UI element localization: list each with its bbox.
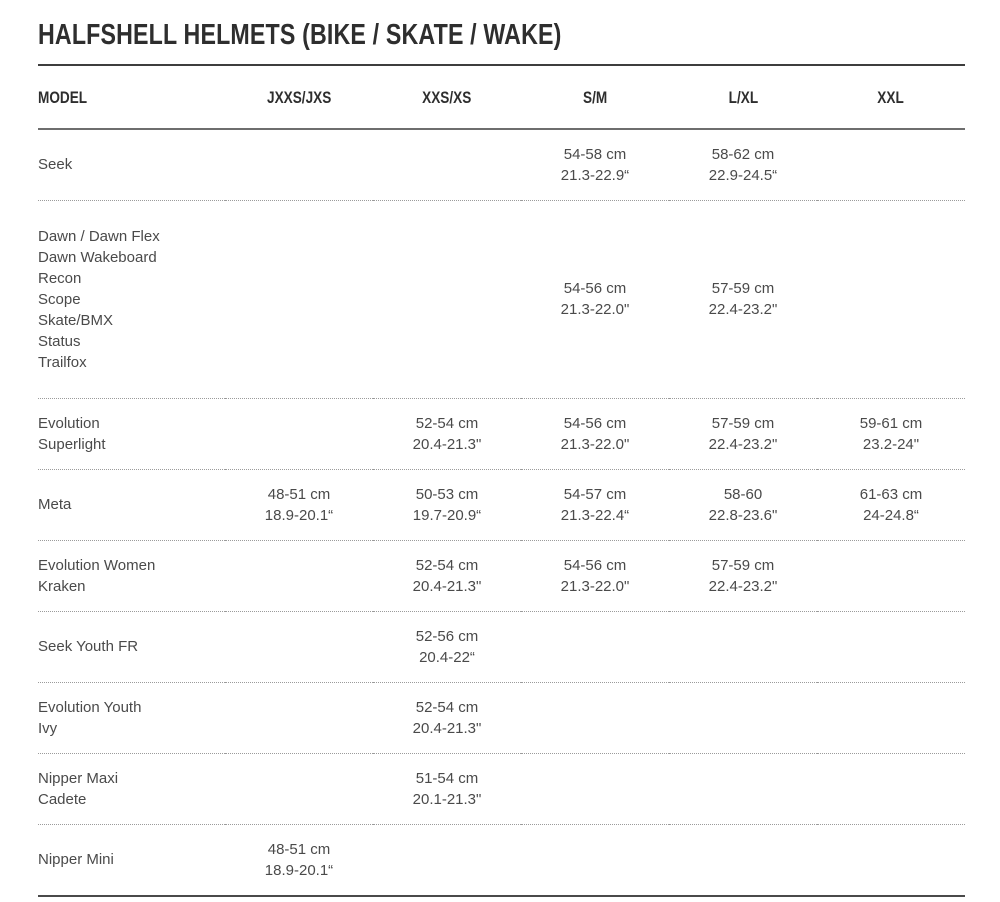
- model-name: Kraken: [38, 577, 86, 595]
- size-cell-l-xl: [669, 824, 817, 896]
- model-name: Nipper Mini: [38, 851, 114, 869]
- header-row: [38, 66, 965, 129]
- column-header-jxxs-jxs-label: JXXS/JXS: [266, 87, 332, 107]
- table-row: [38, 753, 965, 824]
- model-name: Meta: [38, 496, 72, 514]
- size-range-inches: 22.8-23.6": [708, 506, 778, 524]
- size-range-inches: 21.3-22.0": [560, 577, 630, 595]
- table-row: [38, 682, 965, 753]
- column-header-model-label: MODEL: [38, 87, 88, 107]
- model-name: Evolution Youth: [38, 698, 142, 716]
- size-cell-xxl: [817, 682, 965, 753]
- size-cell-xxs-xs: [373, 753, 521, 824]
- model-cell: [38, 611, 225, 682]
- size-cell-s-m: [521, 200, 669, 398]
- page-title: [38, 20, 965, 66]
- size-cell-l-xl: [669, 469, 817, 540]
- size-range-cm: 57-59 cm: [711, 556, 775, 574]
- size-range-cm: 57-59 cm: [711, 280, 775, 298]
- size-range-cm: 51-54 cm: [415, 769, 479, 787]
- column-header-xxs-xs: [373, 66, 521, 129]
- size-range-cm: 58-62 cm: [711, 145, 775, 163]
- size-range-cm: 61-63 cm: [859, 485, 923, 503]
- size-cell-jxxs-jxs: [225, 824, 373, 896]
- size-range-inches: 22.4-23.2": [708, 435, 778, 453]
- column-header-s-m: [521, 66, 669, 129]
- column-header-l-xl: [669, 66, 817, 129]
- size-cell-xxl: [817, 469, 965, 540]
- size-cell-xxs-xs: [373, 682, 521, 753]
- size-cell-l-xl: [669, 611, 817, 682]
- size-range-inches: 18.9-20.1“: [264, 506, 334, 524]
- table-row: [38, 611, 965, 682]
- model-cell: [38, 824, 225, 896]
- model-name: Status: [38, 332, 81, 350]
- size-cell-xxl: [817, 540, 965, 611]
- size-cell-s-m: [521, 540, 669, 611]
- table-row: [38, 200, 965, 398]
- size-cell-xxs-xs: [373, 469, 521, 540]
- size-cell-xxl: [817, 753, 965, 824]
- size-range-inches: 21.3-22.9“: [560, 166, 630, 184]
- page-title-text: HALFSHELL HELMETS (BIKE / SKATE / WAKE): [38, 19, 562, 51]
- size-cell-s-m: [521, 753, 669, 824]
- size-range-inches: 19.7-20.9“: [412, 506, 482, 524]
- size-cell-xxs-xs: [373, 200, 521, 398]
- size-range-inches: 20.4-22“: [419, 648, 475, 666]
- model-name: Seek: [38, 156, 73, 174]
- table-body: [38, 129, 965, 896]
- size-cell-jxxs-jxs: [225, 398, 373, 469]
- model-cell: [38, 753, 225, 824]
- size-cell-l-xl: [669, 540, 817, 611]
- model-name: Ivy: [38, 719, 58, 737]
- model-name: Nipper Maxi: [38, 769, 119, 787]
- size-range-cm: 48-51 cm: [267, 840, 331, 858]
- size-cell-s-m: [521, 682, 669, 753]
- model-name: Trailfox: [38, 353, 87, 371]
- model-cell: [38, 682, 225, 753]
- size-cell-l-xl: [669, 398, 817, 469]
- size-range-inches: 20.4-21.3": [412, 577, 482, 595]
- model-name: Cadete: [38, 790, 87, 808]
- table-row: [38, 129, 965, 201]
- size-cell-s-m: [521, 824, 669, 896]
- size-cell-jxxs-jxs: [225, 611, 373, 682]
- size-range-cm: 52-54 cm: [415, 698, 479, 716]
- size-range-cm: 54-58 cm: [563, 145, 627, 163]
- size-range-inches: 22.4-23.2": [708, 577, 778, 595]
- size-cell-jxxs-jxs: [225, 129, 373, 201]
- size-range-inches: 21.3-22.0": [560, 301, 630, 319]
- size-range-inches: 18.9-20.1“: [264, 861, 334, 879]
- size-cell-xxl: [817, 824, 965, 896]
- model-cell: [38, 129, 225, 201]
- model-name: Seek Youth FR: [38, 638, 139, 656]
- size-cell-s-m: [521, 398, 669, 469]
- size-cell-jxxs-jxs: [225, 200, 373, 398]
- size-range-cm: 48-51 cm: [267, 485, 331, 503]
- size-range-inches: 24-24.8“: [863, 506, 919, 524]
- column-header-xxl: [817, 66, 965, 129]
- size-cell-xxs-xs: [373, 611, 521, 682]
- table-row: [38, 540, 965, 611]
- size-cell-jxxs-jxs: [225, 469, 373, 540]
- sizing-table: [38, 66, 965, 897]
- size-cell-xxs-xs: [373, 540, 521, 611]
- size-cell-jxxs-jxs: [225, 540, 373, 611]
- model-name: Superlight: [38, 435, 106, 453]
- size-cell-xxl: [817, 129, 965, 201]
- size-range-cm: 57-59 cm: [711, 414, 775, 432]
- column-header-l-xl-label: L/XL: [728, 87, 758, 107]
- column-header-jxxs-jxs: [225, 66, 373, 129]
- size-cell-xxs-xs: [373, 824, 521, 896]
- model-cell: [38, 200, 225, 398]
- size-cell-l-xl: [669, 129, 817, 201]
- size-range-cm: 52-54 cm: [415, 414, 479, 432]
- size-range-cm: 54-56 cm: [563, 414, 627, 432]
- size-cell-l-xl: [669, 753, 817, 824]
- size-cell-l-xl: [669, 200, 817, 398]
- size-range-inches: 22.4-23.2": [708, 301, 778, 319]
- model-name: Dawn Wakeboard: [38, 248, 157, 266]
- size-range-cm: 54-57 cm: [563, 485, 627, 503]
- size-range-inches: 20.4-21.3": [412, 435, 482, 453]
- table-row: [38, 824, 965, 896]
- model-name: Evolution: [38, 414, 100, 432]
- table-row: [38, 398, 965, 469]
- size-cell-xxs-xs: [373, 129, 521, 201]
- model-cell: [38, 540, 225, 611]
- model-name: Recon: [38, 269, 82, 287]
- size-range-cm: 58-60: [723, 485, 763, 503]
- size-range-inches: 22.9-24.5“: [708, 166, 778, 184]
- size-cell-s-m: [521, 611, 669, 682]
- table-header: [38, 66, 965, 129]
- size-range-inches: 21.3-22.0": [560, 435, 630, 453]
- model-name: Evolution Women: [38, 556, 156, 574]
- size-range-inches: 23.2-24": [862, 435, 920, 453]
- size-range-inches: 21.3-22.4“: [560, 506, 630, 524]
- size-range-cm: 59-61 cm: [859, 414, 923, 432]
- size-cell-xxl: [817, 200, 965, 398]
- size-cell-s-m: [521, 469, 669, 540]
- column-header-s-m-label: S/M: [582, 87, 608, 107]
- size-range-inches: 20.1-21.3": [412, 790, 482, 808]
- column-header-model: [38, 66, 225, 129]
- column-header-xxl-label: XXL: [877, 87, 905, 107]
- table-row: [38, 469, 965, 540]
- size-range-inches: 20.4-21.3": [412, 719, 482, 737]
- size-range-cm: 52-56 cm: [415, 627, 479, 645]
- size-range-cm: 54-56 cm: [563, 556, 627, 574]
- model-name: Dawn / Dawn Flex: [38, 227, 160, 245]
- model-cell: [38, 398, 225, 469]
- size-cell-xxl: [817, 398, 965, 469]
- size-cell-s-m: [521, 129, 669, 201]
- size-cell-l-xl: [669, 682, 817, 753]
- model-name: Scope: [38, 290, 81, 308]
- size-cell-jxxs-jxs: [225, 753, 373, 824]
- size-range-cm: 50-53 cm: [415, 485, 479, 503]
- size-range-cm: 54-56 cm: [563, 280, 627, 298]
- size-cell-xxl: [817, 611, 965, 682]
- size-cell-jxxs-jxs: [225, 682, 373, 753]
- model-name: Skate/BMX: [38, 311, 114, 329]
- model-cell: [38, 469, 225, 540]
- size-range-cm: 52-54 cm: [415, 556, 479, 574]
- size-cell-xxs-xs: [373, 398, 521, 469]
- column-header-xxs-xs-label: XXS/XS: [422, 87, 472, 107]
